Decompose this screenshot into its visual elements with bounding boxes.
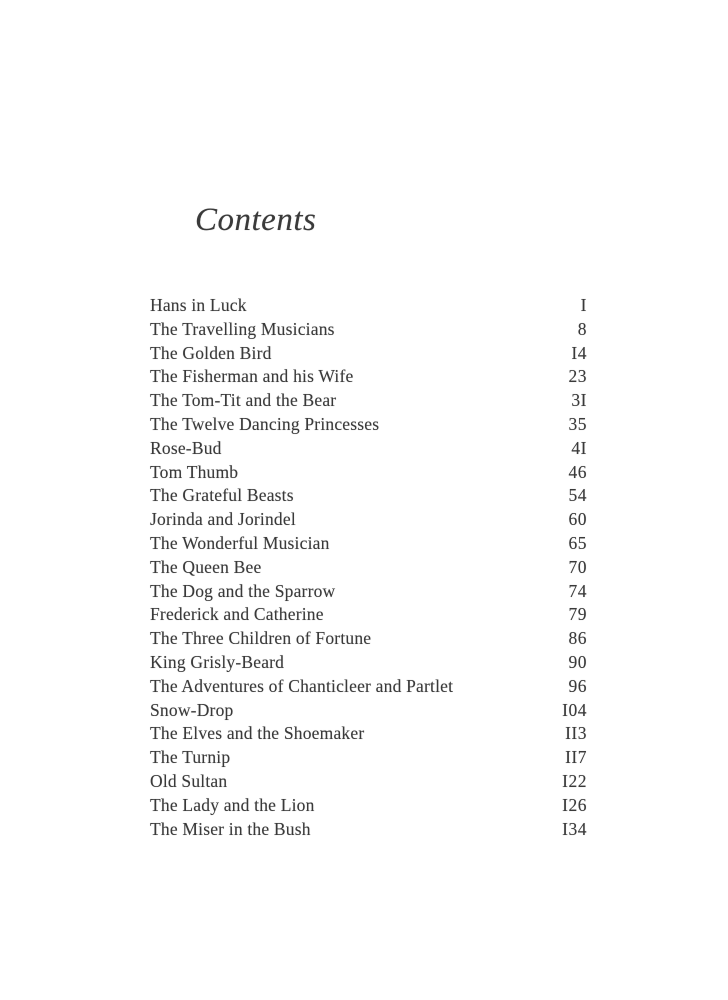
toc-entry [150,580,587,604]
toc-entry-title: The Miser in the Bush [150,818,311,839]
toc-entry [150,770,587,794]
toc-entry [150,699,587,723]
toc-entry-title: The Turnip [150,747,231,768]
toc-entry-page: 46 [568,461,587,482]
toc-entry [150,722,587,746]
toc-entry [150,746,587,770]
toc-entry-page: I22 [562,770,587,791]
toc-entry [150,318,587,342]
toc-entry-page: I34 [562,818,587,839]
toc-entry-page: II3 [565,723,587,744]
toc-entry-title: The Three Children of Fortune [150,628,372,649]
toc-entry-title: The Queen Bee [150,556,262,577]
toc-entry [150,556,587,580]
toc-entry-page: I [580,295,587,315]
toc-entry [150,365,587,389]
toc-entry-title: The Elves and the Shoemaker [150,723,365,744]
toc-entry [150,484,587,508]
toc-entry-title: Rose-Bud [150,437,222,458]
toc-entry-title: The Wonderful Musician [150,532,330,553]
toc-entry [150,389,587,413]
toc-entry-title: The Travelling Musicians [150,318,335,339]
toc-entry-page: 35 [568,413,587,434]
toc-entry-page: 54 [568,485,587,506]
toc-entry-page: 23 [568,366,587,387]
toc-entry-page: 3I [571,390,587,411]
toc-entry-title: The Tom-Tit and the Bear [150,390,337,411]
toc-entry [150,437,587,461]
toc-entry [150,675,587,699]
toc-entry-title: The Fisherman and his Wife [150,366,354,387]
toc-entry-title: Jorinda and Jorindel [150,509,296,530]
toc-entry-title: Tom Thumb [150,461,239,482]
page-title: Contents [195,202,317,238]
toc-entry-page: 70 [568,556,587,577]
toc-entry [150,294,587,318]
toc-entry-title: Frederick and Catherine [150,604,324,625]
toc-entry [150,461,587,485]
toc-entry-page: 90 [568,651,587,672]
toc-entry-title: The Lady and the Lion [150,794,315,815]
toc-entry-title: The Grateful Beasts [150,485,294,506]
toc-entry-page: 86 [568,628,587,649]
toc-entry [150,342,587,366]
toc-entry-page: 8 [577,318,587,339]
toc-entry-title: The Dog and the Sparrow [150,580,336,601]
toc-entry [150,627,587,651]
toc-entry-page: II7 [565,747,587,768]
toc-entry [150,413,587,437]
toc-entry-title: King Grisly-Beard [150,651,285,672]
toc-entry-page: 60 [568,509,587,530]
toc-entry-title: Hans in Luck [150,295,247,315]
toc-entry-title: Snow-Drop [150,699,234,720]
toc-entry-title: The Adventures of Chanticleer and Partlet [150,675,454,696]
toc-entry [150,508,587,532]
toc-entry-page: I26 [562,794,587,815]
toc-entry-page: 65 [568,532,587,553]
toc-entry [150,818,587,842]
toc-entry [150,651,587,675]
toc-entry-page: I04 [562,699,587,720]
table-of-contents [150,294,587,841]
toc-entry [150,794,587,818]
toc-entry-page: 79 [568,604,587,625]
toc-entry-page: 4I [571,437,587,458]
toc-entry-page: 96 [568,675,587,696]
toc-entry-title: The Golden Bird [150,342,272,363]
toc-entry-page: I4 [571,342,587,363]
toc-entry-title: The Twelve Dancing Princesses [150,413,380,434]
toc-entry-title: Old Sultan [150,770,228,791]
toc-entry-page: 74 [568,580,587,601]
toc-entry [150,532,587,556]
toc-entry [150,603,587,627]
